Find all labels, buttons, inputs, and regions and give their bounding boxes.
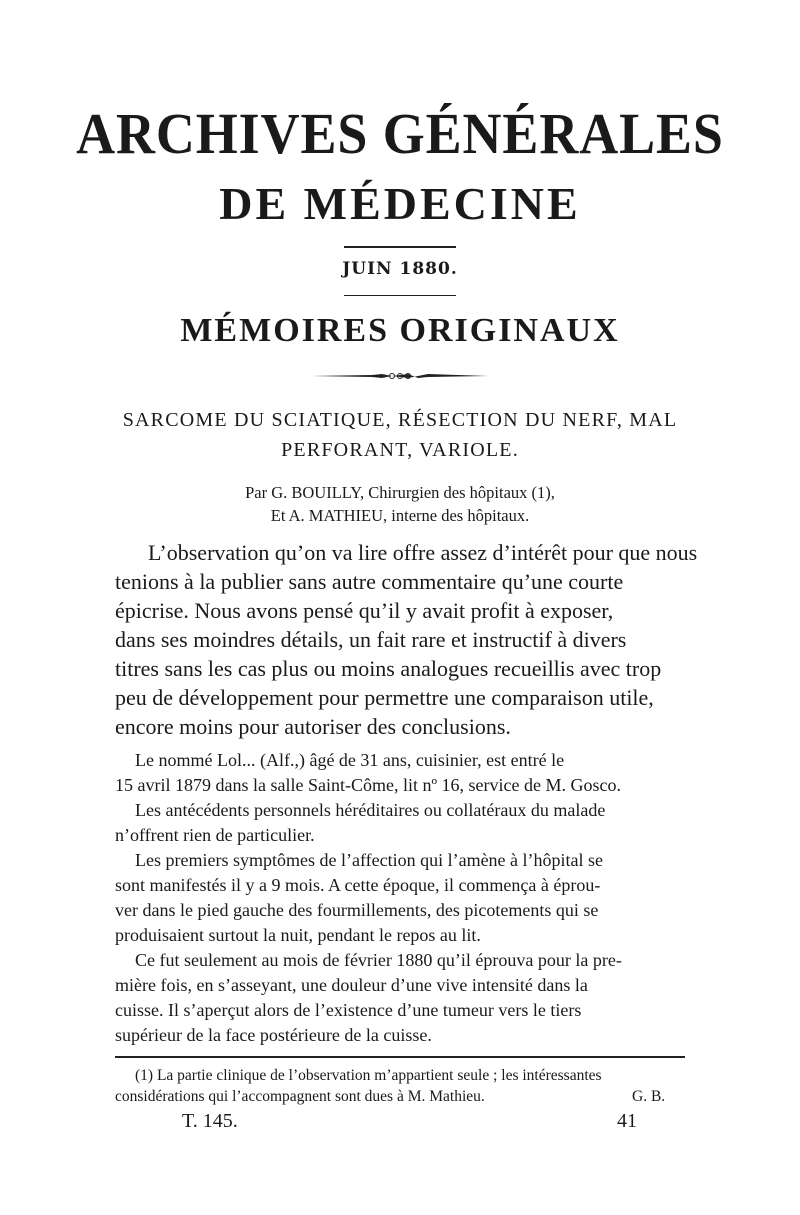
footnote-line: (1) La partie clinique de l’observation m’appartient seule ; les intéressantes xyxy=(135,1067,602,1084)
footnote-separator xyxy=(115,1056,685,1058)
footnote-signature: G. B. xyxy=(632,1088,666,1105)
footnote-line: considérations qui l’accompagnent sont dues à M. Mathieu. xyxy=(115,1088,485,1105)
page-number: 41 xyxy=(617,1110,637,1132)
intro-line: titres sans les cas plus ou moins analogues recueillis avec trop xyxy=(115,656,662,681)
header-rule-top xyxy=(344,246,456,248)
intro-line: épicrise. Nous avons pensé qu’il y avait profit à exposer, xyxy=(115,598,614,623)
journal-subtitle: DE MÉDECINE xyxy=(219,178,581,229)
ornament-divider xyxy=(312,372,488,380)
intro-line: peu de développement pour permettre une comparaison utile, xyxy=(115,685,654,710)
body-line: n’offrent rien de particulier. xyxy=(115,825,315,845)
article-title-line: SARCOME DU SCIATIQUE, RÉSECTION DU NERF, MAL xyxy=(122,409,678,431)
body-line: cuisse. Il s’aperçut alors de l’existence d’une tumeur vers le tiers xyxy=(115,1000,582,1020)
body-line: sont manifestés il y a 9 mois. A cette époque, il commença à éprou- xyxy=(115,875,601,895)
intro-line: encore moins pour autoriser des conclusions. xyxy=(115,714,511,739)
header-rule-bottom xyxy=(344,295,456,296)
intro-line: dans ses moindres détails, un fait rare et instructif à divers xyxy=(115,627,627,652)
body-line: Ce fut seulement au mois de février 1880 qu’il éprouva pour la pre- xyxy=(135,950,622,970)
issue-date: JUIN 1880. xyxy=(342,259,458,279)
journal-title: ARCHIVES GÉNÉRALES xyxy=(76,101,724,166)
volume-number: T. 145. xyxy=(182,1110,238,1132)
body-line: supérieur de la face postérieure de la cuisse. xyxy=(115,1025,432,1045)
author-line: Et A. MATHIEU, interne des hôpitaux. xyxy=(270,506,530,525)
body-line: mière fois, en s’asseyant, une douleur d’une vive intensité dans la xyxy=(115,975,588,995)
author-line: Par G. BOUILLY, Chirurgien des hôpitaux (1), xyxy=(245,483,555,502)
article-title-line: PERFORANT, VARIOLE. xyxy=(281,439,519,461)
section-heading: MÉMOIRES ORIGINAUX xyxy=(180,312,620,349)
body-line: Les premiers symptômes de l’affection qui l’amène à l’hôpital se xyxy=(135,850,604,870)
body-line: Les antécédents personnels héréditaires ou collatéraux du malade xyxy=(135,800,606,820)
body-line: Le nommé Lol... (Alf.,) âgé de 31 ans, cuisinier, est entré le xyxy=(135,750,565,770)
body-line: ver dans le pied gauche des fourmillements, des picotements qui se xyxy=(115,900,599,920)
intro-line: tenions à la publier sans autre commentaire qu’une courte xyxy=(115,569,624,594)
body-line: 15 avril 1879 dans la salle Saint-Côme, lit nº 16, service de M. Gosco. xyxy=(115,775,621,795)
body-line: produisaient surtout la nuit, pendant le repos au lit. xyxy=(115,925,481,945)
intro-line: L’observation qu’on va lire offre assez d’intérêt pour que nous xyxy=(148,540,698,565)
